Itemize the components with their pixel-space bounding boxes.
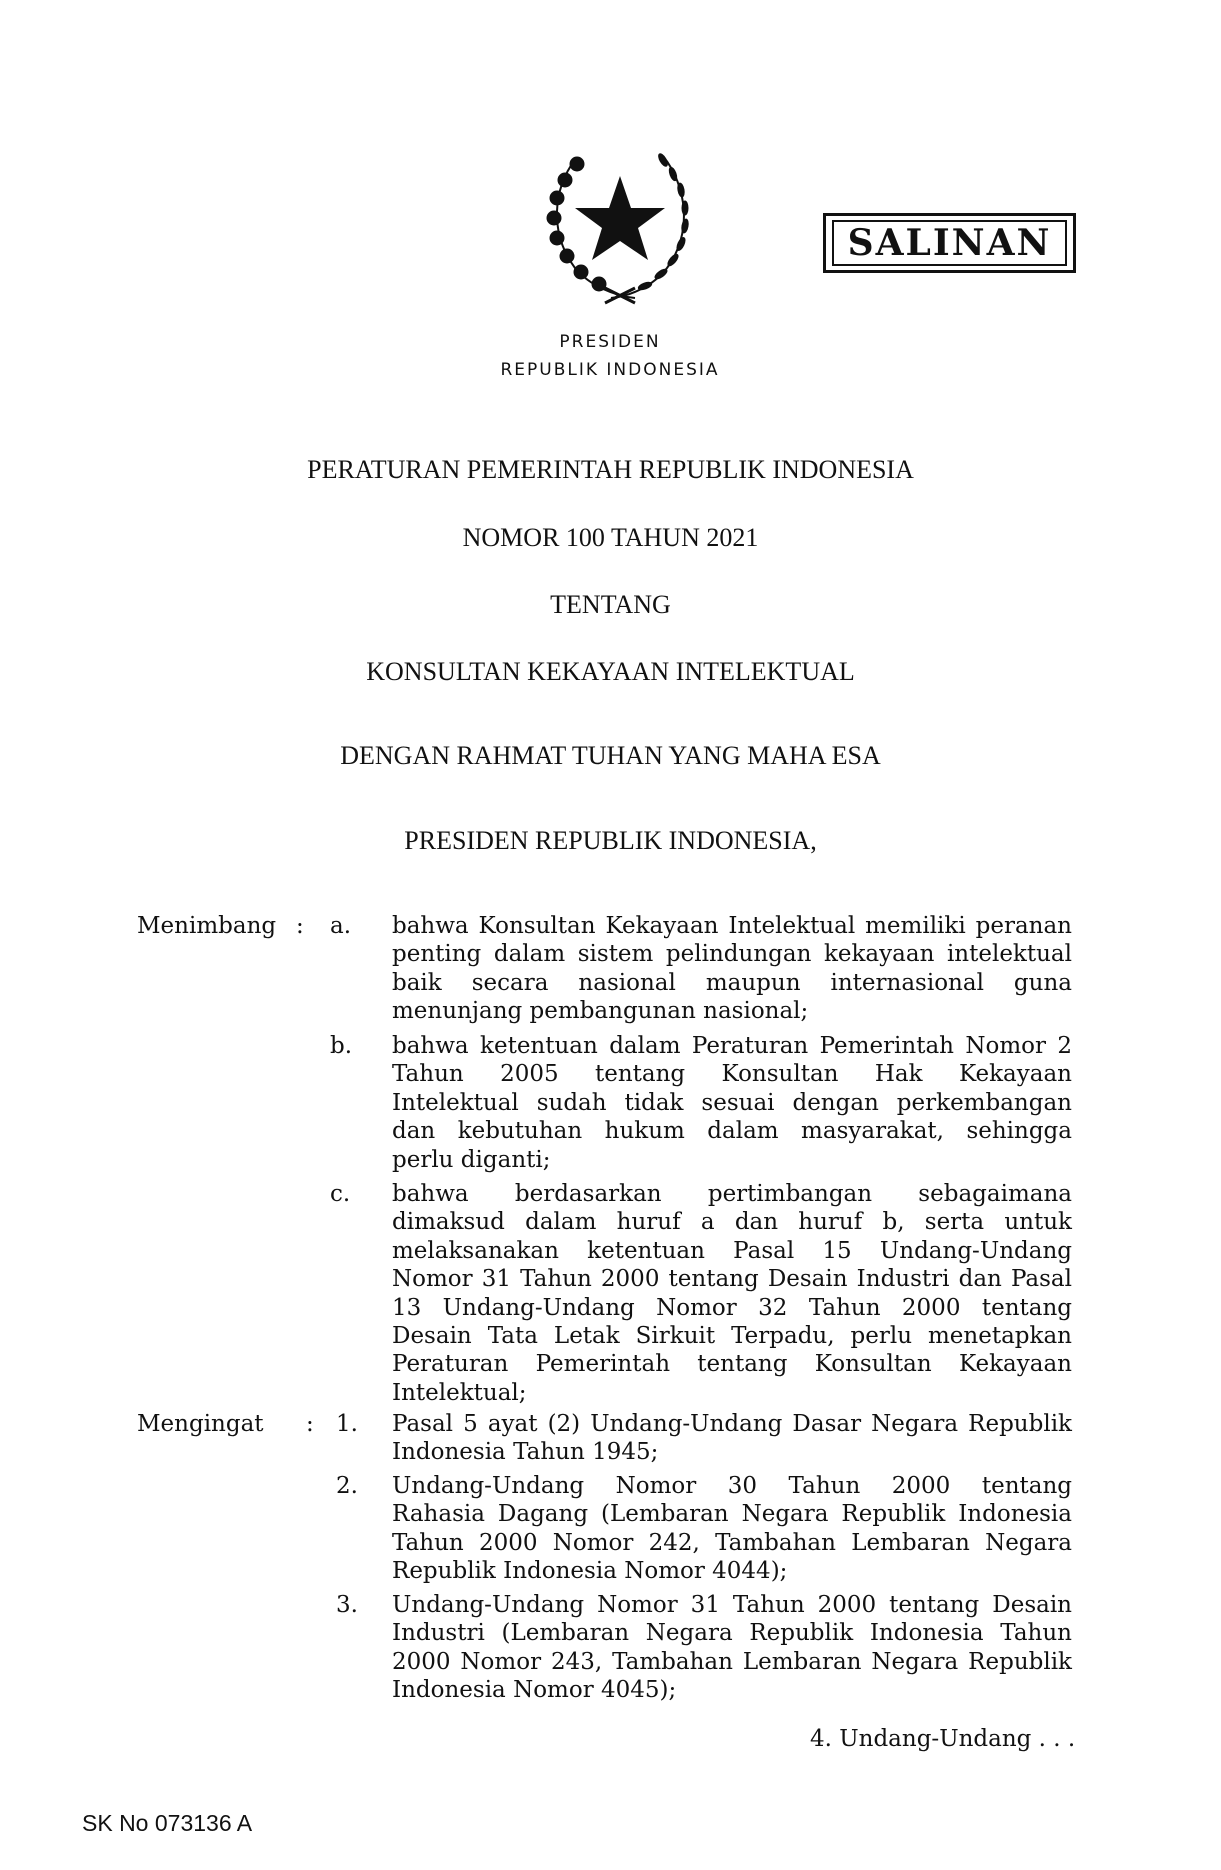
menimbang-label: Menimbang — [137, 913, 277, 939]
mengingat-colon: : — [306, 1411, 314, 1437]
item-line: bahwa berdasarkan pertimbangan sebagaimana — [392, 1181, 1072, 1207]
regulation-subject: KONSULTAN KEKAYAAN INTELEKTUAL — [366, 657, 855, 686]
menimbang-marker-c: c. — [330, 1181, 351, 1207]
mengingat-item-1 — [392, 1410, 1072, 1467]
menimbang-marker-b: b. — [330, 1033, 353, 1059]
mengingat-marker-1: 1. — [336, 1411, 358, 1437]
item-line: Intelektual; — [392, 1379, 527, 1406]
emblem-caption-republik: REPUBLIK INDONESIA — [500, 360, 720, 380]
item-line: penting dalam sistem pelindungan kekayaan intelektual — [392, 941, 1072, 968]
continuation-marker: 4. Undang-Undang . . . — [810, 1726, 1076, 1752]
regulation-tentang: TENTANG — [550, 590, 671, 619]
item-line: Nomor 31 Tahun 2000 tentang Desain Industri dan Pasal — [392, 1266, 1072, 1293]
invocation: DENGAN RAHMAT TUHAN YANG MAHA ESA — [340, 741, 881, 770]
presidential-emblem-icon — [535, 138, 705, 308]
item-line: Industri (Lembaran Negara Republik Indonesia Tahun — [392, 1620, 1072, 1647]
regulation-number: NOMOR 100 TAHUN 2021 — [462, 523, 759, 552]
mengingat-marker-2: 2. — [336, 1473, 358, 1499]
salinan-stamp-text: SALINAN — [832, 220, 1067, 266]
item-line: Desain Tata Letak Sirkuit Terpadu, perlu menetapkan — [392, 1323, 1072, 1350]
item-line: Peraturan Pemerintah tentang Konsultan Kekayaan — [392, 1351, 1072, 1378]
item-line: Tahun 2005 tentang Konsultan Hak Kekayaan — [392, 1061, 1072, 1088]
item-line: melaksanakan ketentuan Pasal 15 Undang-Undang — [392, 1237, 1072, 1264]
item-line: Intelektual sudah tidak sesuai dengan perkembangan — [392, 1089, 1072, 1116]
item-line: Undang-Undang Nomor 30 Tahun 2000 tentang — [392, 1473, 1072, 1499]
item-line: bahwa ketentuan dalam Peraturan Pemerintah Nomor 2 — [392, 1033, 1072, 1059]
salinan-stamp — [823, 213, 1076, 273]
item-line: menunjang pembangunan nasional; — [392, 998, 809, 1025]
president-heading: PRESIDEN REPUBLIK INDONESIA, — [404, 826, 817, 855]
mengingat-item-3 — [392, 1591, 1072, 1705]
item-line: Indonesia Tahun 1945; — [392, 1439, 659, 1466]
menimbang-colon: : — [296, 913, 304, 939]
menimbang-item-b — [392, 1032, 1072, 1174]
mengingat-marker-3: 3. — [336, 1592, 358, 1618]
mengingat-label: Mengingat — [137, 1411, 264, 1437]
item-line: baik secara nasional maupun internasional guna — [392, 969, 1072, 996]
item-line: perlu diganti; — [392, 1146, 551, 1173]
item-line: dimaksud dalam huruf a dan huruf b, serta untuk — [392, 1209, 1072, 1236]
regulation-title: PERATURAN PEMERINTAH REPUBLIK INDONESIA — [307, 455, 914, 484]
item-line: bahwa Konsultan Kekayaan Intelektual memiliki peranan — [392, 913, 1072, 939]
document-code: SK No 073136 A — [82, 1810, 253, 1836]
menimbang-item-c — [392, 1180, 1072, 1407]
menimbang-item-a — [392, 912, 1072, 1026]
mengingat-item-2 — [392, 1472, 1072, 1586]
item-line: Undang-Undang Nomor 31 Tahun 2000 tentang Desain — [392, 1592, 1072, 1618]
menimbang-marker-a: a. — [330, 913, 352, 939]
item-line: 2000 Nomor 243, Tambahan Lembaran Negara Republik — [392, 1648, 1072, 1675]
item-line: Rahasia Dagang (Lembaran Negara Republik Indonesia — [392, 1501, 1072, 1528]
emblem-caption-presiden: PRESIDEN — [559, 332, 661, 352]
item-line: 13 Undang-Undang Nomor 32 Tahun 2000 tentang — [392, 1294, 1072, 1321]
item-line: Indonesia Nomor 4045); — [392, 1677, 677, 1704]
star-icon — [575, 176, 665, 260]
item-line: Tahun 2000 Nomor 242, Tambahan Lembaran Negara — [392, 1529, 1072, 1556]
item-line: Pasal 5 ayat (2) Undang-Undang Dasar Negara Republik — [392, 1411, 1072, 1437]
item-line: dan kebutuhan hukum dalam masyarakat, sehingga — [392, 1118, 1072, 1145]
item-line: Republik Indonesia Nomor 4044); — [392, 1558, 788, 1585]
